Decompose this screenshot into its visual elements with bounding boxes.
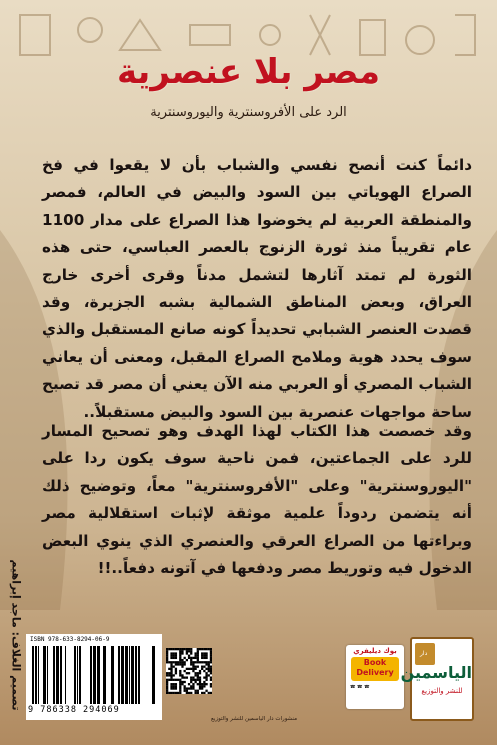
- book-delivery-line2: Delivery: [356, 668, 394, 677]
- book-delivery-contacts: ☎ ☎ ☎: [350, 685, 370, 690]
- publisher-note: منشورات دار الياسمين للنشر والتوزيع: [210, 716, 298, 722]
- blurb-paragraph-2: وقد خصصت هذا الكتاب لهذا الهدف وهو تصحيح المسار للرد على الجماعتين، فمن ناحية سوف يكون ردا على "اليوروسنترية" وعلى "الأفروسنترية" معاً، وتوضيح ذلك أنه يتضمن ردوداً علمية موثقة لإثبات استقلالية مصر وبراءتها من الصراع العرقي والعنصري الذي ينوي البعض الدخول فيه وتوريط مصر ودفعها في آتونه دفعاً..!!: [42, 422, 472, 578]
- isbn-label: ISBN 978-633-8294-06-9: [30, 636, 110, 643]
- publisher-name: الياسمين: [400, 663, 472, 682]
- isbn-number: 9 786338 294069: [28, 705, 120, 715]
- book-delivery-arabic: بوك ديليفري: [353, 647, 397, 655]
- cover-designer-credit: تصميم الغلاف: ماجد إبراهيم: [9, 559, 23, 711]
- book-delivery-logo: [346, 645, 404, 709]
- publisher-mark-icon: دار: [415, 643, 435, 665]
- publisher-subtitle: للنشر والتوزيع: [421, 687, 463, 695]
- book-subtitle: الرد على الأفروسنترية واليوروسنترية: [150, 105, 347, 120]
- publisher-logo: [400, 637, 474, 721]
- qr-code: [166, 648, 212, 694]
- book-title: مصر بلا عنصرية: [116, 52, 381, 92]
- book-delivery-line1: Book: [363, 658, 387, 667]
- isbn-barcode: [26, 634, 162, 720]
- blurb-paragraph-1: دائماً كنت أنصح نفسي والشباب بأن لا يقعوا في فخ الصراع الهوياتي بين السود والبيض في العالم، فمصر والمنطقة العربية لم يخوضوا هذا الصراع على مدار 1100 عام تقريباً منذ ثورة الزنوج بالعصر العباسي، حتى هذه الثورة لم تمتد آثارها لتشمل مدناً وقرى أخرى خارج العراق، وبعض المناطق الشمالية بشبه الجزيرة، وقد قصدت العنصر الشبابي تحديداً كونه صانع المستقبل والذي سوف يحدد هوية وملامح الصراع المقبل، ومعنى أن يعاني الشباب المصري أو العربي منه الآن يعني أن مصر قد تصبح ساحة مواجهات عنصرية بين السود والبيض مستقبلاً..: [42, 156, 472, 421]
- barcode-bars: [30, 646, 158, 704]
